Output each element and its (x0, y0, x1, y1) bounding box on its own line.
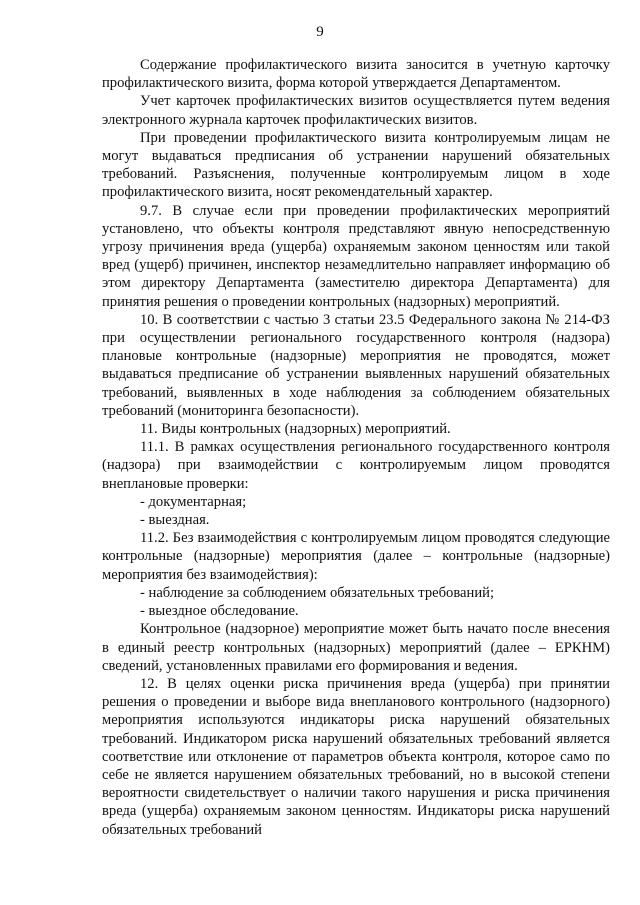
paragraph-no-prescriptions: При проведении профилактического визита контролируемым лицам не могут выдаваться предписания об устранении нарушений обязательных требований. Разъяснения, полученные контролируемым лицом в ходе профилактического визита, носят рекомендательный характер. (102, 129, 610, 201)
paragraph-11: 11. Виды контрольных (надзорных) мероприятий. (140, 421, 451, 438)
page-number: 9 (316, 24, 324, 40)
list-item-documentary: - документарная; (140, 493, 247, 510)
paragraph-10: 10. В соответствии с частью 3 статьи 23.5 Федерального закона № 214-ФЗ при осуществлении регионального государственного контроля (надзора) плановые контрольные (надзорные) мероприятия не проводятся, может выдаваться предписание об устранении выявленных нарушений обязательных требований, выявленных в ходе наблюдения за соблюдением обязательных требований (мониторинга безопасности). (102, 311, 610, 419)
paragraph-11-2: 11.2. Без взаимодействия с контролируемым лицом проводятся следующие контрольные (надзорные) мероприятия (далее – контрольные (надзорные) мероприятия без взаимодействия): (102, 530, 610, 583)
paragraph-visit-journal: Учет карточек профилактических визитов осуществляется путем ведения электронного журнала карточек профилактических визитов. (102, 93, 610, 128)
paragraph-12: 12. В целях оценки риска причинения вреда (ущерба) при принятии решения о проведении и выборе вида внепланового контрольного (надзорного) мероприятия используются индикаторы риска нарушений обязательных требований. Индикатором риска нарушений обязательных требований является соответствие или отклонение от параметров объекта контроля, которое само по себе не является нарушением обязательных требований, но в высокой степени вероятности свидетельствует о наличии такого нарушения и риска причинения вреда (ущерба) охраняемым законом ценностям. Индикаторы риска нарушений обязательных требований (102, 675, 610, 838)
paragraph-9-7: 9.7. В случае если при проведении профилактических мероприятий установлено, что объекты контроля представляют явную непосредственную угрозу причинения вреда (ущерба) охраняемым законом ценностям или такой вред (ущерб) причинен, инспектор незамедлительно направляет информацию об этом директору Департамента (заместителю директора Департамента) для принятия решения о проведении контрольных (надзорных) мероприятий. (102, 202, 610, 310)
list-item-onsite: - выездная. (140, 512, 210, 529)
list-item-observation: - наблюдение за соблюдением обязательных требований; (140, 584, 495, 601)
paragraph-visit-record: Содержание профилактического визита заносится в учетную карточку профилактического визита, форма которой утверждается Департаментом. (102, 57, 610, 92)
paragraph-11-1: 11.1. В рамках осуществления регионального государственного контроля (надзора) при взаимодействии с контролируемым лицом проводятся внеплановые проверки: (102, 439, 610, 492)
paragraph-erknm: Контрольное (надзорное) мероприятие может быть начато после внесения в единый реестр контрольных (надзорных) мероприятий (далее – ЕРКНМ) сведений, установленных правилами его формирования и ведения. (102, 621, 610, 674)
list-item-onsite-survey: - выездное обследование. (140, 603, 299, 620)
document-body (102, 56, 610, 839)
